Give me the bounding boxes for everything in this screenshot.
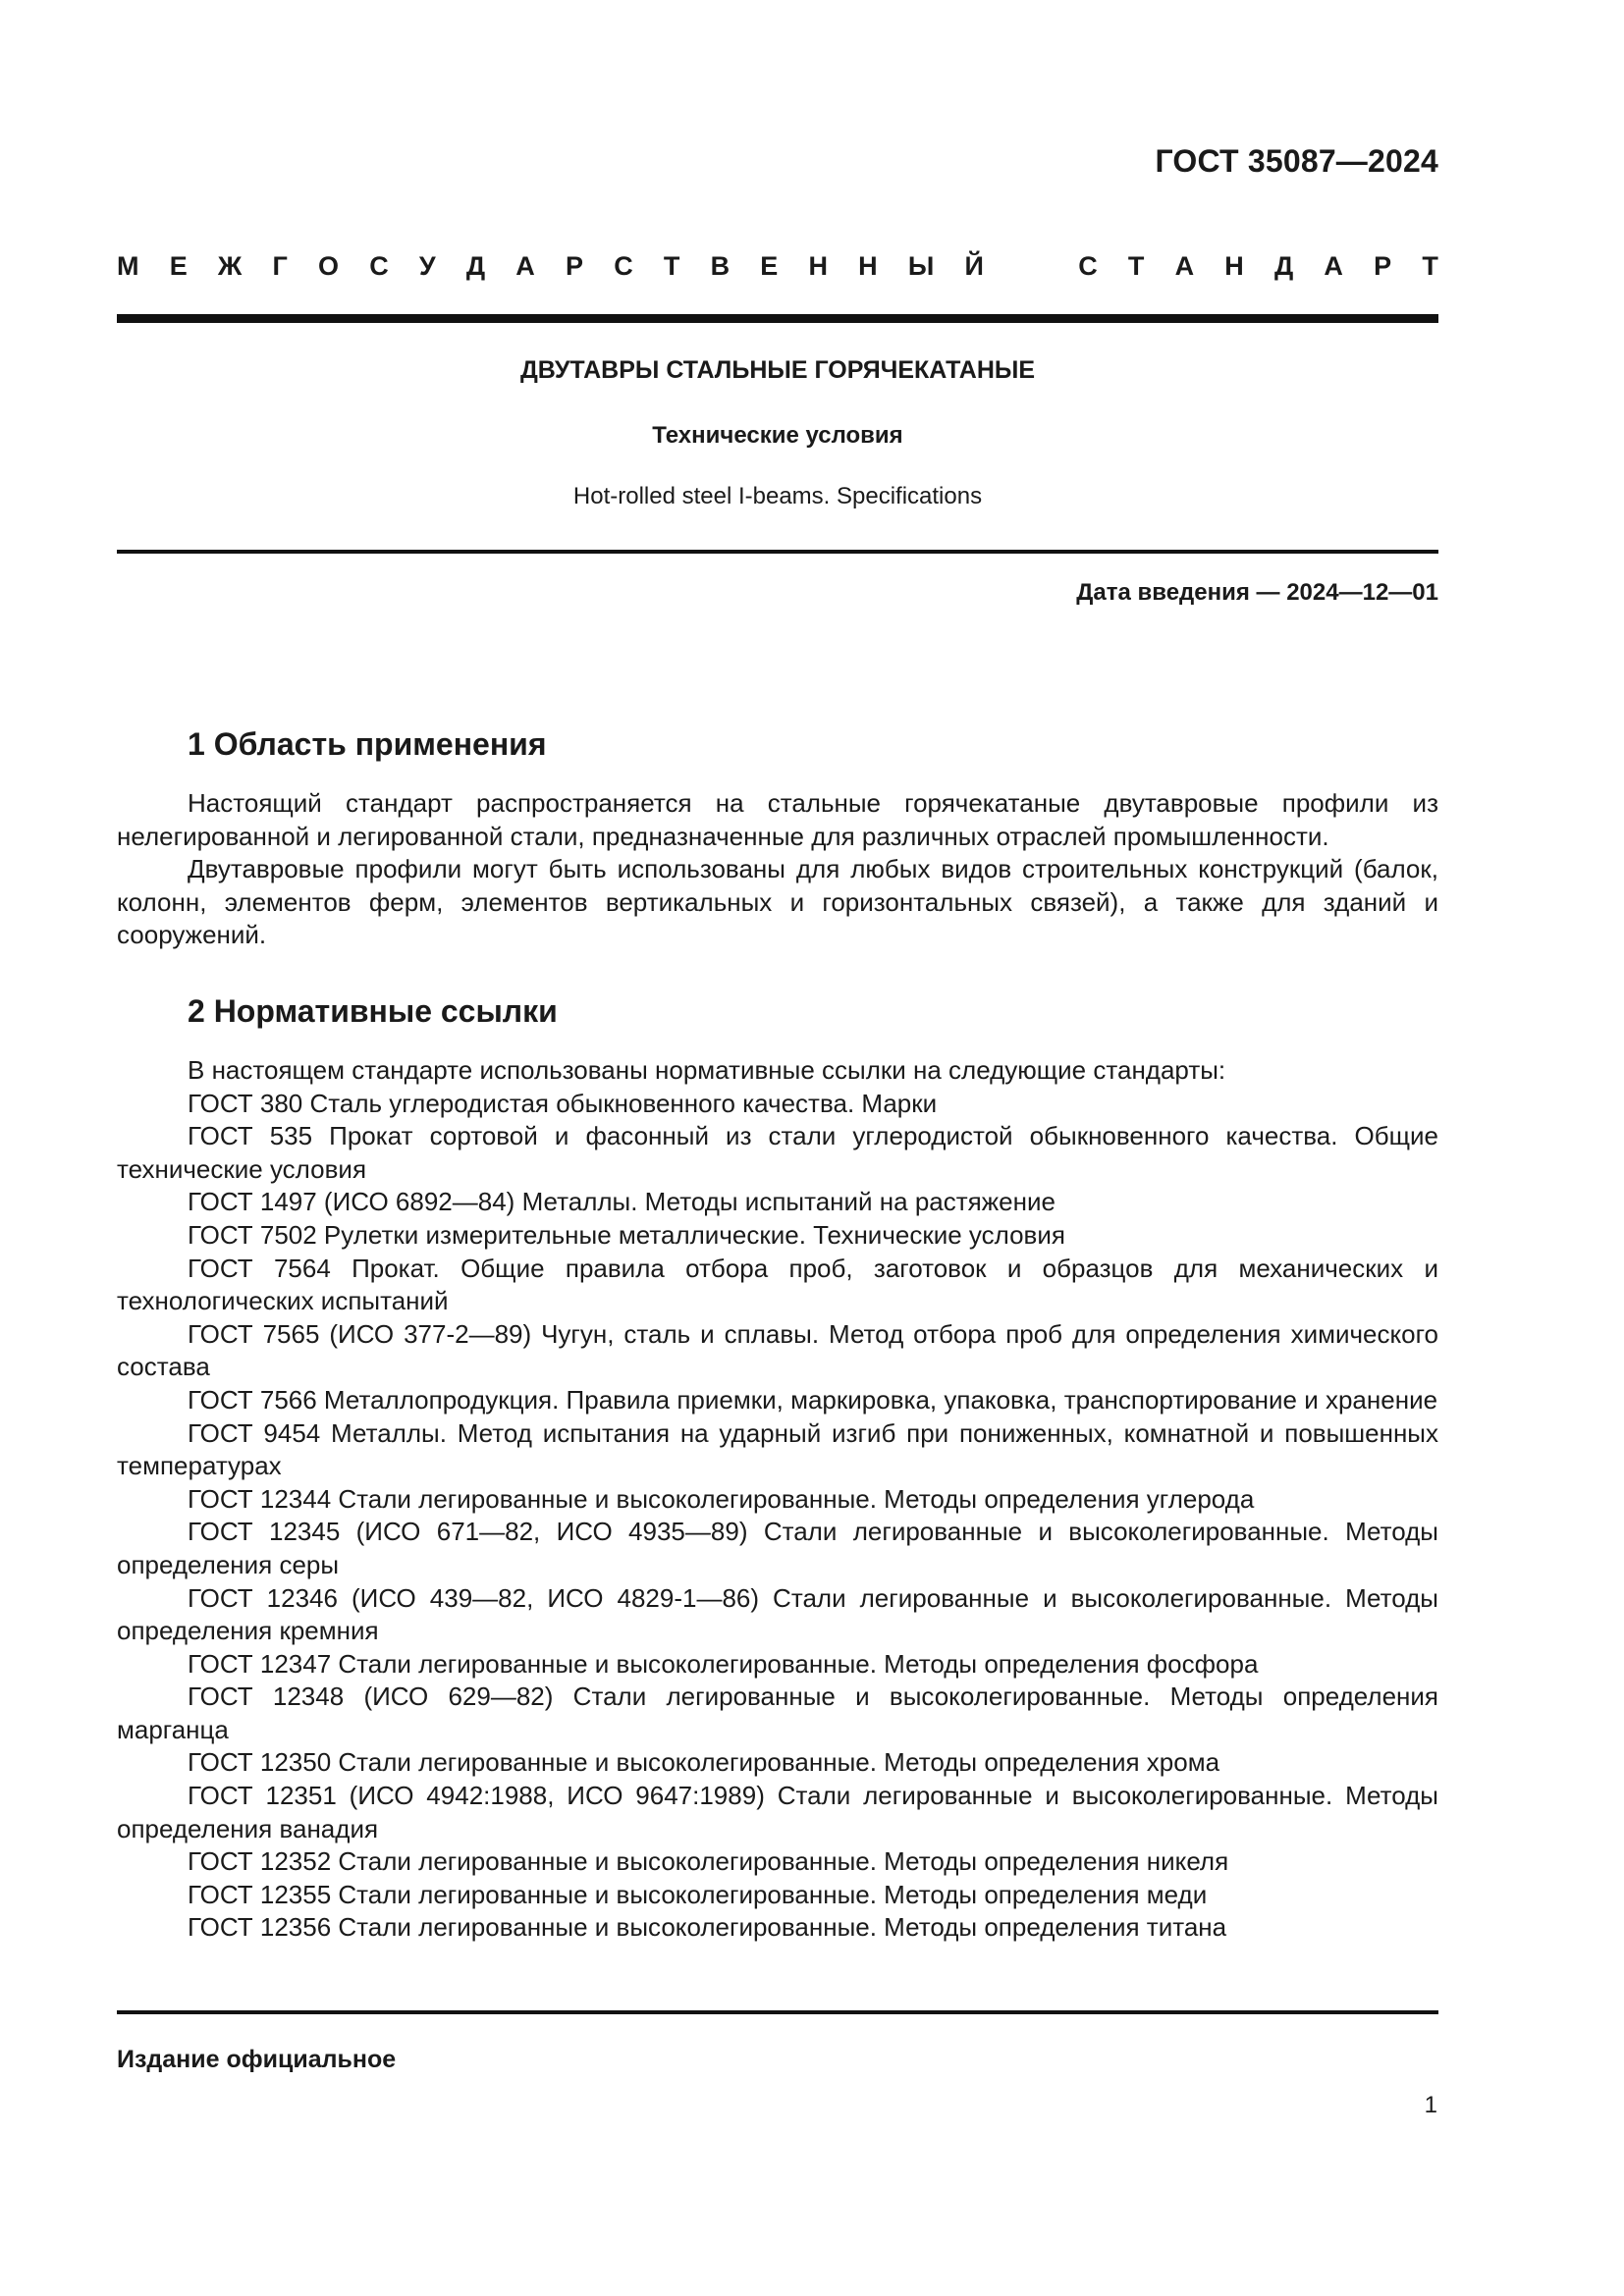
banner-letter: Ж xyxy=(217,251,243,281)
reference-item: ГОСТ 12347 Стали легированные и высоколегированные. Методы определения фосфора xyxy=(188,1648,1259,1679)
document-title-english: Hot-rolled steel I-beams. Specifications xyxy=(572,483,983,509)
section-scope-body xyxy=(117,787,1438,952)
footer-rule xyxy=(117,2010,1438,2014)
banner-letter: Р xyxy=(1374,251,1392,281)
reference-item: ГОСТ 12346 (ИСО 439—82, ИСО 4829-1—86) Стали легированные и высоколегированные. Методы определения кремния xyxy=(117,1582,1438,1646)
reference-item: ГОСТ 12345 (ИСО 671—82, ИСО 4935—89) Стали легированные и высоколегированные. Методы определения серы xyxy=(117,1517,1438,1579)
reference-item: ГОСТ 12348 (ИСО 629—82) Стали легированные и высоколегированные. Методы определения марганца xyxy=(117,1682,1438,1744)
reference-item: ГОСТ 7566 Металлопродукция. Правила приемки, маркировка, упаковка, транспортирование и хранение xyxy=(188,1384,1438,1415)
banner-letter: Т xyxy=(1422,251,1438,281)
section-heading-normative-references: 2 Нормативные ссылки xyxy=(188,993,558,1029)
banner-letter: В xyxy=(710,251,731,281)
banner-word-gap xyxy=(1014,251,1048,282)
banner-letter: А xyxy=(515,251,535,281)
reference-item: ГОСТ 12351 (ИСО 4942:1988, ИСО 9647:1989) Стали легированные и высоколегированные. Методы определения ванадия xyxy=(117,1781,1438,1843)
reference-item: ГОСТ 9454 Металлы. Метод испытания на ударный изгиб при пониженных, комнатной и повышенных температурах xyxy=(117,1417,1438,1481)
reference-item: ГОСТ 1497 (ИСО 6892—84) Металлы. Методы испытаний на растяжение xyxy=(188,1187,1056,1217)
banner-letter: Д xyxy=(1273,251,1294,281)
references-intro: В настоящем стандарте использованы нормативные ссылки на следующие стандарты: xyxy=(188,1055,1226,1085)
banner-letter: Е xyxy=(169,251,188,281)
banner-letter: А xyxy=(1174,251,1195,281)
banner-letter: Н xyxy=(808,251,828,281)
scope-paragraph: Настоящий стандарт распространяется на стальные горячекатаные двутавровые профили из нелегированной и легированной стали, предназначенные для различных отраслей промышленности. xyxy=(117,788,1438,851)
banner-letter: С xyxy=(614,251,633,281)
banner-letter: Н xyxy=(858,251,878,281)
banner-letter: У xyxy=(418,251,436,281)
normative-references-list xyxy=(117,1054,1438,1945)
banner-letter: Г xyxy=(272,251,288,281)
title-rule xyxy=(117,550,1438,554)
banner-letter: Д xyxy=(465,251,486,281)
reference-item: ГОСТ 12355 Стали легированные и высоколегированные. Методы определения меди xyxy=(188,1879,1208,1909)
banner-letter: Н xyxy=(1224,251,1244,281)
banner-letter: М xyxy=(117,251,139,281)
reference-item: ГОСТ 7502 Рулетки измерительные металлические. Технические условия xyxy=(188,1219,1065,1250)
reference-item: ГОСТ 380 Сталь углеродистая обыкновенного качества. Марки xyxy=(188,1088,938,1118)
introduction-date: Дата введения — 2024—12—01 xyxy=(1076,579,1438,606)
header-rule-thick xyxy=(117,314,1438,323)
section-heading-scope: 1 Область применения xyxy=(188,726,547,762)
banner-letter: Ы xyxy=(907,251,935,281)
page-number: 1 xyxy=(1424,2092,1437,2118)
document-title: ДВУТАВРЫ СТАЛЬНЫЕ ГОРЯЧЕКАТАНЫЕ xyxy=(519,356,1036,384)
document-subtitle: Технические условия xyxy=(652,422,903,449)
banner-letter: С xyxy=(369,251,389,281)
banner-letter: Т xyxy=(1127,251,1145,281)
banner-letter: Т xyxy=(663,251,680,281)
reference-item: ГОСТ 12344 Стали легированные и высоколегированные. Методы определения углерода xyxy=(188,1483,1255,1514)
reference-item: ГОСТ 12350 Стали легированные и высоколегированные. Методы определения хрома xyxy=(188,1747,1220,1778)
banner-letter: С xyxy=(1078,251,1098,281)
document-code: ГОСТ 35087—2024 xyxy=(1155,143,1438,179)
reference-item: ГОСТ 7565 (ИСО 377-2—89) Чугун, сталь и сплавы. Метод отбора проб для определения химического состава xyxy=(117,1318,1438,1382)
banner-letter: Р xyxy=(565,251,583,281)
official-edition-label: Издание официальное xyxy=(117,2046,397,2073)
reference-item: ГОСТ 7564 Прокат. Общие правила отбора проб, заготовок и образцов для механических и технологических испытаний xyxy=(117,1253,1438,1316)
banner-letter: Е xyxy=(760,251,779,281)
banner-letter: А xyxy=(1324,251,1343,281)
reference-item: ГОСТ 12356 Стали легированные и высоколегированные. Методы определения титана xyxy=(188,1912,1227,1943)
banner-letter: О xyxy=(317,251,339,281)
banner-letter: Й xyxy=(964,251,984,281)
scope-paragraph: Двутавровые профили могут быть использованы для любых видов строительных конструкций (балок, колонн, элементов ферм, элементов вертикальных и горизонтальных связей), а также для зданий и сооружений. xyxy=(117,854,1438,950)
interstate-standard-banner xyxy=(117,251,1438,282)
reference-item: ГОСТ 535 Прокат сортовой и фасонный из стали углеродистой обыкновенного качества. Общие технические условия xyxy=(117,1121,1438,1184)
reference-item: ГОСТ 12352 Стали легированные и высоколегированные. Методы определения никеля xyxy=(188,1846,1229,1877)
